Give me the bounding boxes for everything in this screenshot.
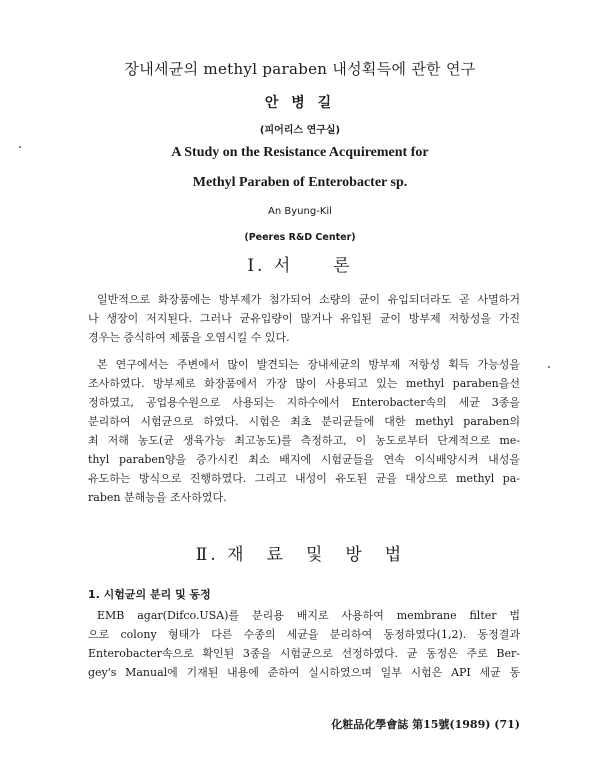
text-line: 최 저해 농도(균 생육가능 최고농도)를 측정하고, 이 농도로부터 단계적으로 me- <box>88 434 520 447</box>
english-author: An Byung-Kil <box>268 206 332 217</box>
journal-footer: 化粧品化學會誌 第15號(1989) (71) <box>331 718 520 731</box>
text-line: 분리하여 시험균으로 하였다. 시험은 최초 분리균들에 대한 methyl paraben의 <box>88 415 520 428</box>
korean-author: 안 병 길 <box>264 95 336 111</box>
english-affiliation: (Peeres R&D Center) <box>244 232 356 243</box>
methods-paragraph-1 <box>88 606 520 682</box>
intro-paragraph-2 <box>88 355 520 507</box>
korean-affiliation: (피어리스 연구실) <box>259 125 341 136</box>
section-1-heading: Ⅰ. 서 론 <box>247 256 353 276</box>
text-line: Enterobacter속으로 확인된 3종을 시험균으로 선정하였다. 균 동정은 주로 Ber- <box>88 647 520 660</box>
scan-speck <box>548 366 550 368</box>
scan-speck <box>19 146 21 148</box>
text-line: gey's Manual에 기재된 내용에 준하여 실시하였으며 일부 시험은 API 세균 동 <box>88 666 520 679</box>
text-line: EMB agar(Difco.USA)를 분리용 배지로 사용하여 membrane filter 법 <box>97 609 520 622</box>
intro-paragraph-1 <box>88 290 520 347</box>
text-line: 일반적으로 화장품에는 방부제가 첨가되어 소량의 균이 유입되더라도 곧 사멸하거 <box>97 293 520 306</box>
english-title-line-2: Methyl Paraben of Enterobacter sp. <box>192 175 408 190</box>
text-line: thyl paraben양을 증가시킨 최소 배지에 시험균들을 연속 이식배양시켜 내성을 <box>88 453 520 466</box>
text-line: 본 연구에서는 주변에서 많이 발견되는 장내세균의 방부제 저항성 획득 가능성을 <box>97 358 520 371</box>
english-title-line-1: A Study on the Resistance Acquirement for <box>171 145 429 160</box>
text-line: 유도하는 방식으로 진행하였다. 그리고 내성이 유도된 균을 대상으로 methyl pa- <box>88 472 520 485</box>
text-line: 조사하였다. 방부제로 화장품에서 가장 많이 사용되고 있는 methyl paraben을선 <box>88 377 520 390</box>
subsection-heading: 1. 시험균의 분리 및 동정 <box>88 588 211 601</box>
section-2-heading: Ⅱ. 재 료 및 방 법 <box>195 545 405 565</box>
text-line: raben 분해능을 조사하였다. <box>88 491 227 504</box>
text-line: 으로 colony 형태가 다른 수종의 세균을 분리하여 동정하였다(1,2). 동정결과 <box>88 628 520 641</box>
korean-title: 장내세균의 methyl paraben 내성획득에 관한 연구 <box>124 60 476 78</box>
text-line: 정하였고, 공업용수원으로 사용되는 지하수에서 Enterobacter속의 세균 3종을 <box>88 396 520 409</box>
text-line: 경우는 증식하여 제품을 오염시킬 수 있다. <box>88 331 290 344</box>
text-line: 나 생장이 저지된다. 그러나 균유입량이 많거나 유입된 균이 방부제 저항성을 가진 <box>88 312 520 325</box>
